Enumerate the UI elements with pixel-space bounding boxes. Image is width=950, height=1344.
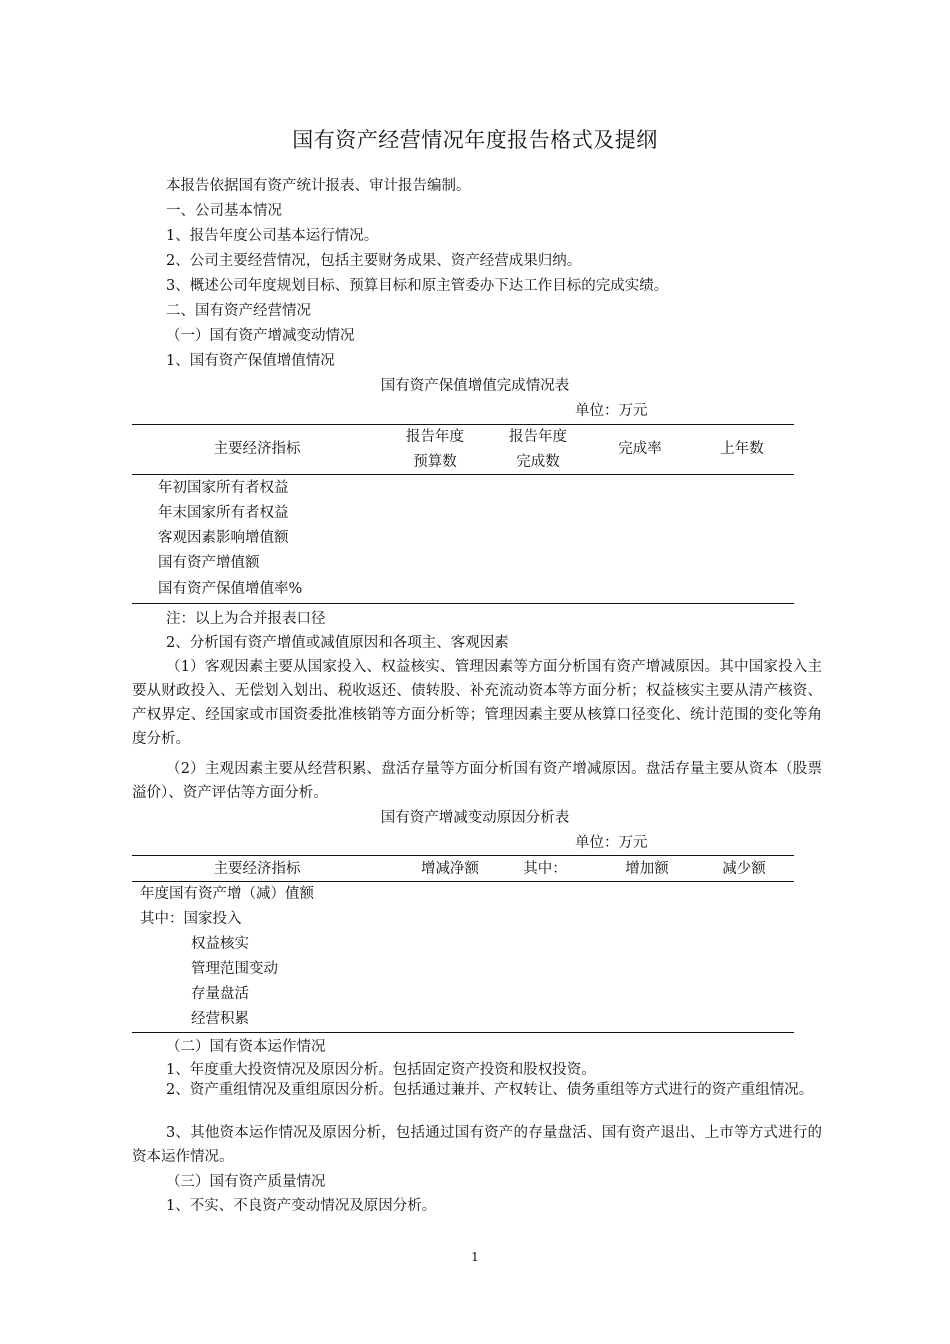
table2-header-of-which: 其中： [523,861,567,877]
table2-row: 权益核实 [191,936,249,952]
table2-row: 经营积累 [191,1011,249,1027]
section-2a-heading: （一）国有资产增减变动情况 [166,328,355,344]
analysis-paragraph-2: （2）主观因素主要从经营积累、盘活存量等方面分析国有资产增减原因。盘活存量主要从资本（股票溢价）、资产评估等方面分析。 [132,761,822,801]
page-number: 1 [471,1250,479,1264]
section-2b-item-3: 3、其他资本运作情况及原因分析，包括通过国有资产的存量盘活、国有资产退出、上市等方式进行的资本运作情况。 [132,1125,822,1165]
section-1-heading: 一、公司基本情况 [166,203,282,219]
table1-header-indicator: 主要经济指标 [213,441,301,457]
table2-row: 年度国有资产增（减）值额 [140,886,314,902]
document-title: 国有资产经营情况年度报告格式及提纲 [292,128,658,152]
table1-header-completion-rate: 完成率 [618,441,662,457]
table2-caption: 国有资产增减变动原因分析表 [380,810,570,826]
table2-bottom-rule [132,1032,794,1033]
table2-row: 存量盘活 [191,986,249,1002]
table1-row: 客观因素影响增值额 [158,530,289,546]
table1-caption: 国有资产保值增值完成情况表 [380,378,570,394]
analysis-paragraph-1: （1）客观因素主要从国家投入、权益核实、管理因素等方面分析国有资产增减原因。其中国家投入主要从财政投入、无偿划入划出、税收返还、债转股、补充流动资本等方面分析；权益核实主要从清产核资、产权界定、经国家或市国资委批准核销等方面分析等；管理因素主要从核算口径变化、统计范围的变化等角度分析。 [132,659,822,747]
section-1-item-3: 3、概述公司年度规划目标、预算目标和原主管委办下达工作目标的完成实绩。 [166,278,669,294]
table1-row: 年末国家所有者权益 [158,505,289,521]
table2-header-indicator: 主要经济指标 [213,861,301,877]
table1-row: 年初国家所有者权益 [158,480,289,496]
table2-header-decrease: 减少额 [722,861,766,877]
table2-header-rule [132,881,794,882]
table2-top-rule [132,855,794,856]
table2-row: 其中：国家投入 [140,911,242,927]
section-1-item-2: 2、公司主要经营情况，包括主要财务成果、资产经营成果归纳。 [166,253,582,269]
table1-row: 国有资产保值增值率% [158,581,303,597]
table2-header-increase: 增加额 [625,861,669,877]
section-1-item-1: 1、报告年度公司基本运行情况。 [166,228,379,244]
table1-header-rule [132,474,794,475]
section-2b-heading: （二）国有资本运作情况 [166,1039,326,1055]
table1-unit: 单位：万元 [575,403,648,419]
table1-note: 注：以上为合并报表口径 [166,611,326,627]
table1-bottom-rule [132,603,794,604]
table1-header-actual-line1: 报告年度 [509,429,567,445]
table2-unit: 单位：万元 [575,835,648,851]
table1-header-budget-line2: 预算数 [413,454,457,470]
section-2b-item-2: 2、资产重组情况及重组原因分析。包括通过兼并、产权转让、债务重组等方式进行的资产重组情况。 [166,1082,814,1098]
section-2b-item-1: 1、年度重大投资情况及原因分析。包括固定资产投资和股权投资。 [166,1062,596,1078]
intro-text: 本报告依据国有资产统计报表、审计报告编制。 [166,178,471,194]
table2-header-net-change: 增减净额 [421,861,479,877]
table2-row: 管理范围变动 [191,961,278,977]
section-2-heading: 二、国有资产经营情况 [166,303,311,319]
table1-header-actual-line2: 完成数 [516,454,560,470]
table1-header-budget-line1: 报告年度 [406,429,464,445]
table1-row: 国有资产增值额 [158,555,260,571]
table1-header-last-year: 上年数 [720,441,764,457]
analysis-heading: 2、分析国有资产增值或减值原因和各项主、客观因素 [166,635,509,651]
section-2c-heading: （三）国有资产质量情况 [166,1174,326,1190]
section-2a-item-1: 1、国有资产保值增值情况 [166,353,335,369]
section-2c-item-1: 1、不实、不良资产变动情况及原因分析。 [166,1198,437,1214]
